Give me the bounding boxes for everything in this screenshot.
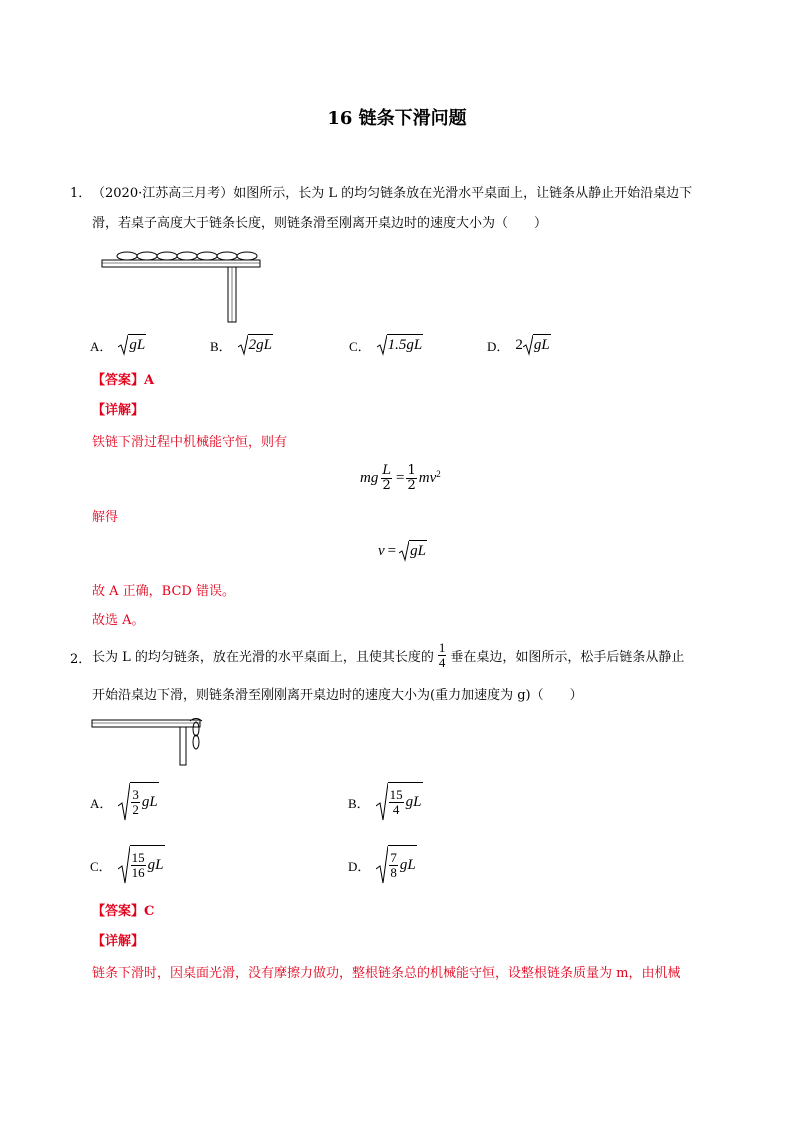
option-label: C． bbox=[349, 338, 371, 354]
radicand-tail: gL bbox=[147, 857, 164, 873]
fraction-numerator: 15 bbox=[389, 787, 403, 802]
radicand: 2gL bbox=[248, 334, 273, 356]
option-label: C． bbox=[90, 858, 112, 874]
option-label: A． bbox=[90, 795, 113, 811]
sqrt-sign-icon bbox=[377, 334, 387, 356]
exponent: 2 bbox=[436, 468, 441, 479]
q2-option-d[interactable] bbox=[348, 845, 417, 885]
eq-term: mv bbox=[418, 470, 437, 486]
radicand bbox=[388, 845, 416, 885]
fraction-numerator: L bbox=[382, 463, 391, 478]
sqrt-expression bbox=[118, 782, 158, 822]
sqrt-expression bbox=[238, 334, 273, 356]
q2-option-b[interactable] bbox=[348, 782, 423, 822]
radicand: gL bbox=[409, 540, 427, 562]
radicand: gL bbox=[533, 334, 551, 356]
equals-sign: = bbox=[387, 542, 397, 559]
q1-number: 1． bbox=[70, 186, 92, 201]
fraction-denominator: 2 bbox=[132, 802, 139, 817]
fraction-numerator: 7 bbox=[390, 850, 397, 865]
fraction-denominator: 2 bbox=[382, 478, 391, 493]
sqrt-expression bbox=[523, 334, 551, 356]
fraction bbox=[131, 788, 140, 817]
sqrt-sign-icon bbox=[238, 334, 248, 356]
sqrt-sign-icon bbox=[118, 782, 130, 822]
stem-text: 长为 L 的均匀链条，放在光滑的水平桌面上，且使其长度的 bbox=[92, 650, 434, 665]
sqrt-sign-icon bbox=[376, 845, 388, 885]
option-label: B． bbox=[348, 795, 370, 811]
q2-stem-line1 bbox=[92, 641, 684, 670]
fraction-numerator: 1 bbox=[438, 640, 446, 655]
q2-answer: 【答案】C bbox=[92, 904, 155, 919]
sqrt-sign-icon bbox=[118, 845, 130, 885]
q1-explanation-1: 铁链下滑过程中机械能守恒，则有 bbox=[92, 435, 288, 450]
fraction-one-quarter bbox=[438, 641, 447, 670]
fraction bbox=[389, 851, 398, 880]
eq-term: v bbox=[378, 542, 385, 559]
radicand bbox=[388, 782, 423, 822]
q1-stem-line2: 滑，若桌子高度大于链条长度，则链条滑至刚离开桌边时的速度大小为（ ） bbox=[92, 216, 548, 231]
sqrt-sign-icon bbox=[118, 334, 128, 356]
radicand-tail: gL bbox=[141, 794, 158, 810]
fraction-numerator: 1 bbox=[407, 463, 416, 478]
fraction bbox=[406, 464, 416, 493]
q2-option-a[interactable] bbox=[90, 782, 159, 822]
option-label: A． bbox=[90, 338, 113, 354]
radicand: gL bbox=[128, 334, 146, 356]
eq-term: mg bbox=[360, 470, 379, 486]
q2-chain-table-figure bbox=[90, 714, 208, 766]
radicand-tail: gL bbox=[399, 857, 416, 873]
q1-equation-result bbox=[378, 540, 427, 562]
fraction-denominator: 16 bbox=[131, 865, 145, 880]
fraction-denominator: 4 bbox=[392, 802, 400, 817]
option-label: D． bbox=[487, 338, 510, 354]
sqrt-expression bbox=[376, 782, 423, 822]
q1-option-c[interactable] bbox=[349, 334, 423, 356]
fraction bbox=[389, 788, 404, 817]
fraction-denominator: 2 bbox=[407, 478, 416, 493]
q1-option-a[interactable] bbox=[90, 334, 146, 356]
q1-answer: 【答案】A bbox=[92, 373, 155, 388]
q2-explanation-1: 链条下滑时，因桌面光滑，没有摩擦力做功，整根链条总的机械能守恒，设整根链条质量为 m，由机械 bbox=[92, 966, 681, 981]
equals-sign: = bbox=[395, 470, 405, 486]
sqrt-sign-icon bbox=[376, 782, 388, 822]
q1-explanation-3: 故 A 正确，BCD 错误。 bbox=[92, 584, 235, 599]
coefficient: 2 bbox=[515, 336, 523, 353]
radicand-tail: gL bbox=[405, 794, 422, 810]
q1-detail-heading: 【详解】 bbox=[92, 403, 145, 418]
page-title: 16 链条下滑问题 bbox=[327, 108, 467, 129]
q1-explanation-4: 故选 A。 bbox=[92, 613, 145, 628]
fraction bbox=[131, 851, 146, 880]
fraction-denominator: 8 bbox=[390, 865, 397, 880]
stem-text: 垂在桌边，如图所示，松手后链条从静止 bbox=[450, 650, 685, 665]
sqrt-expression bbox=[399, 540, 427, 562]
fraction-numerator: 15 bbox=[131, 850, 145, 865]
q1-explanation-2: 解得 bbox=[92, 510, 119, 525]
radicand bbox=[130, 845, 165, 885]
radicand: 1.5gL bbox=[387, 334, 424, 356]
fraction-denominator: 4 bbox=[438, 655, 446, 670]
q2-number: 2． bbox=[70, 652, 92, 667]
q1-option-d[interactable] bbox=[487, 334, 551, 356]
option-label: B． bbox=[210, 338, 232, 354]
radicand bbox=[130, 782, 158, 822]
sqrt-expression bbox=[377, 334, 424, 356]
option-label: D． bbox=[348, 858, 371, 874]
q1-option-b[interactable] bbox=[210, 334, 273, 356]
fraction bbox=[381, 464, 392, 493]
sqrt-expression bbox=[376, 845, 416, 885]
q1-equation-energy bbox=[360, 464, 441, 493]
sqrt-expression bbox=[118, 334, 146, 356]
q2-detail-heading: 【详解】 bbox=[92, 934, 145, 949]
q1-stem-line1: （2020·江苏高三月考）如图所示，长为 L 的均匀链条放在光滑水平桌面上，让链条从静止开始沿桌边下 bbox=[92, 186, 693, 201]
q1-chain-table-figure bbox=[100, 246, 265, 324]
fraction-numerator: 3 bbox=[132, 787, 139, 802]
q2-stem-line2: 开始沿桌边下滑，则链条滑至刚刚离开桌边时的速度大小为(重力加速度为 g)（ ） bbox=[92, 688, 583, 703]
sqrt-sign-icon bbox=[523, 334, 533, 356]
sqrt-sign-icon bbox=[399, 540, 409, 562]
q2-option-c[interactable] bbox=[90, 845, 165, 885]
sqrt-expression bbox=[118, 845, 165, 885]
